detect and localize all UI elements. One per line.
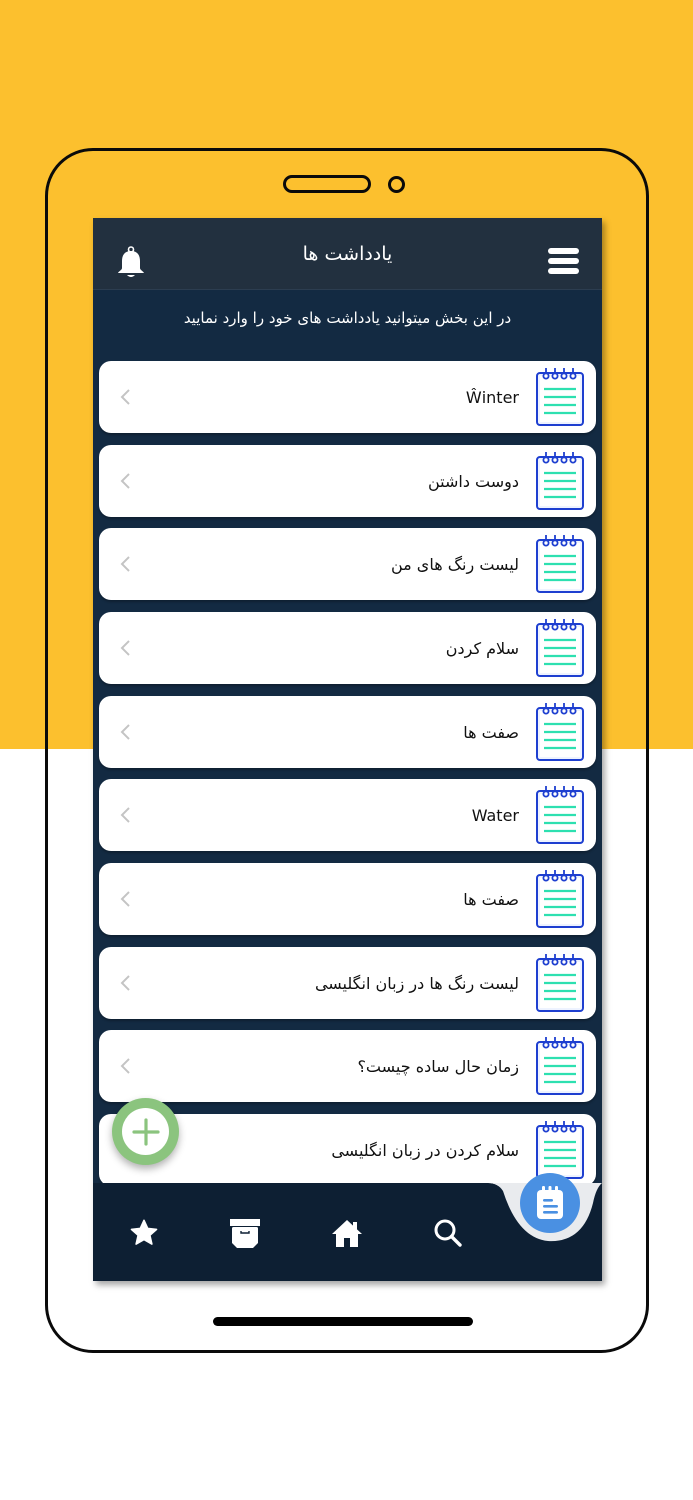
nav-archive-button[interactable] <box>225 1213 265 1253</box>
chevron-left-icon <box>119 387 133 407</box>
chevron-left-icon <box>119 1056 133 1076</box>
star-icon <box>128 1217 160 1249</box>
chevron-left-icon <box>119 805 133 825</box>
nav-favorites-button[interactable] <box>124 1213 164 1253</box>
note-item[interactable] <box>99 445 596 517</box>
note-title: دوست داشتن <box>427 471 519 491</box>
search-icon <box>432 1217 464 1249</box>
nav-search-button[interactable] <box>428 1213 468 1253</box>
app-header <box>93 218 602 290</box>
plus-icon <box>131 1117 161 1147</box>
note-title: لیست رنگ ها در زبان انگلیسی <box>314 973 519 993</box>
notepad-icon <box>534 618 586 678</box>
note-item[interactable] <box>99 863 596 935</box>
add-note-button[interactable] <box>112 1098 179 1165</box>
note-title: صفت ها <box>463 889 519 909</box>
chevron-left-icon <box>119 889 133 909</box>
note-item[interactable] <box>99 612 596 684</box>
notepad-icon <box>534 869 586 929</box>
note-item[interactable] <box>99 696 596 768</box>
phone-speaker <box>283 175 371 193</box>
notepad-icon <box>534 451 586 511</box>
notification-button[interactable] <box>116 246 146 280</box>
home-icon <box>331 1217 363 1249</box>
notepad-icon <box>534 1120 586 1180</box>
bell-icon <box>116 246 146 280</box>
document-icon <box>535 1186 565 1220</box>
notes-fab-button[interactable] <box>520 1173 580 1233</box>
note-title: سلام کردن در زبان انگلیسی <box>331 1140 519 1160</box>
chevron-left-icon <box>119 638 133 658</box>
notepad-icon <box>534 367 586 427</box>
chevron-left-icon <box>119 722 133 742</box>
hamburger-menu-icon <box>548 248 579 254</box>
note-title: صفت ها <box>463 722 519 742</box>
note-title: Ŵinter <box>465 387 519 407</box>
notepad-icon <box>534 953 586 1013</box>
chevron-left-icon <box>119 471 133 491</box>
note-item[interactable] <box>99 947 596 1019</box>
notepad-icon <box>534 1036 586 1096</box>
chevron-left-icon <box>119 554 133 574</box>
note-title: Water <box>471 805 519 825</box>
phone-camera <box>388 176 405 193</box>
menu-button[interactable] <box>548 248 580 274</box>
notepad-icon <box>534 702 586 762</box>
nav-home-button[interactable] <box>327 1213 367 1253</box>
note-item[interactable] <box>99 1030 596 1102</box>
home-indicator <box>213 1317 473 1326</box>
archive-box-icon <box>229 1217 261 1249</box>
note-title: لیست رنگ های من <box>390 554 519 574</box>
note-title: زمان حال ساده چیست؟ <box>357 1056 519 1076</box>
page-title: یادداشت ها <box>302 242 393 265</box>
note-item[interactable] <box>99 361 596 433</box>
note-item[interactable] <box>99 528 596 600</box>
notepad-icon <box>534 534 586 594</box>
note-item[interactable] <box>99 779 596 851</box>
chevron-left-icon <box>119 973 133 993</box>
notepad-icon <box>534 785 586 845</box>
note-title: سلام کردن <box>445 638 519 658</box>
page-description: در این بخش میتوانید یادداشت های خود را وارد نمایید <box>183 308 512 327</box>
